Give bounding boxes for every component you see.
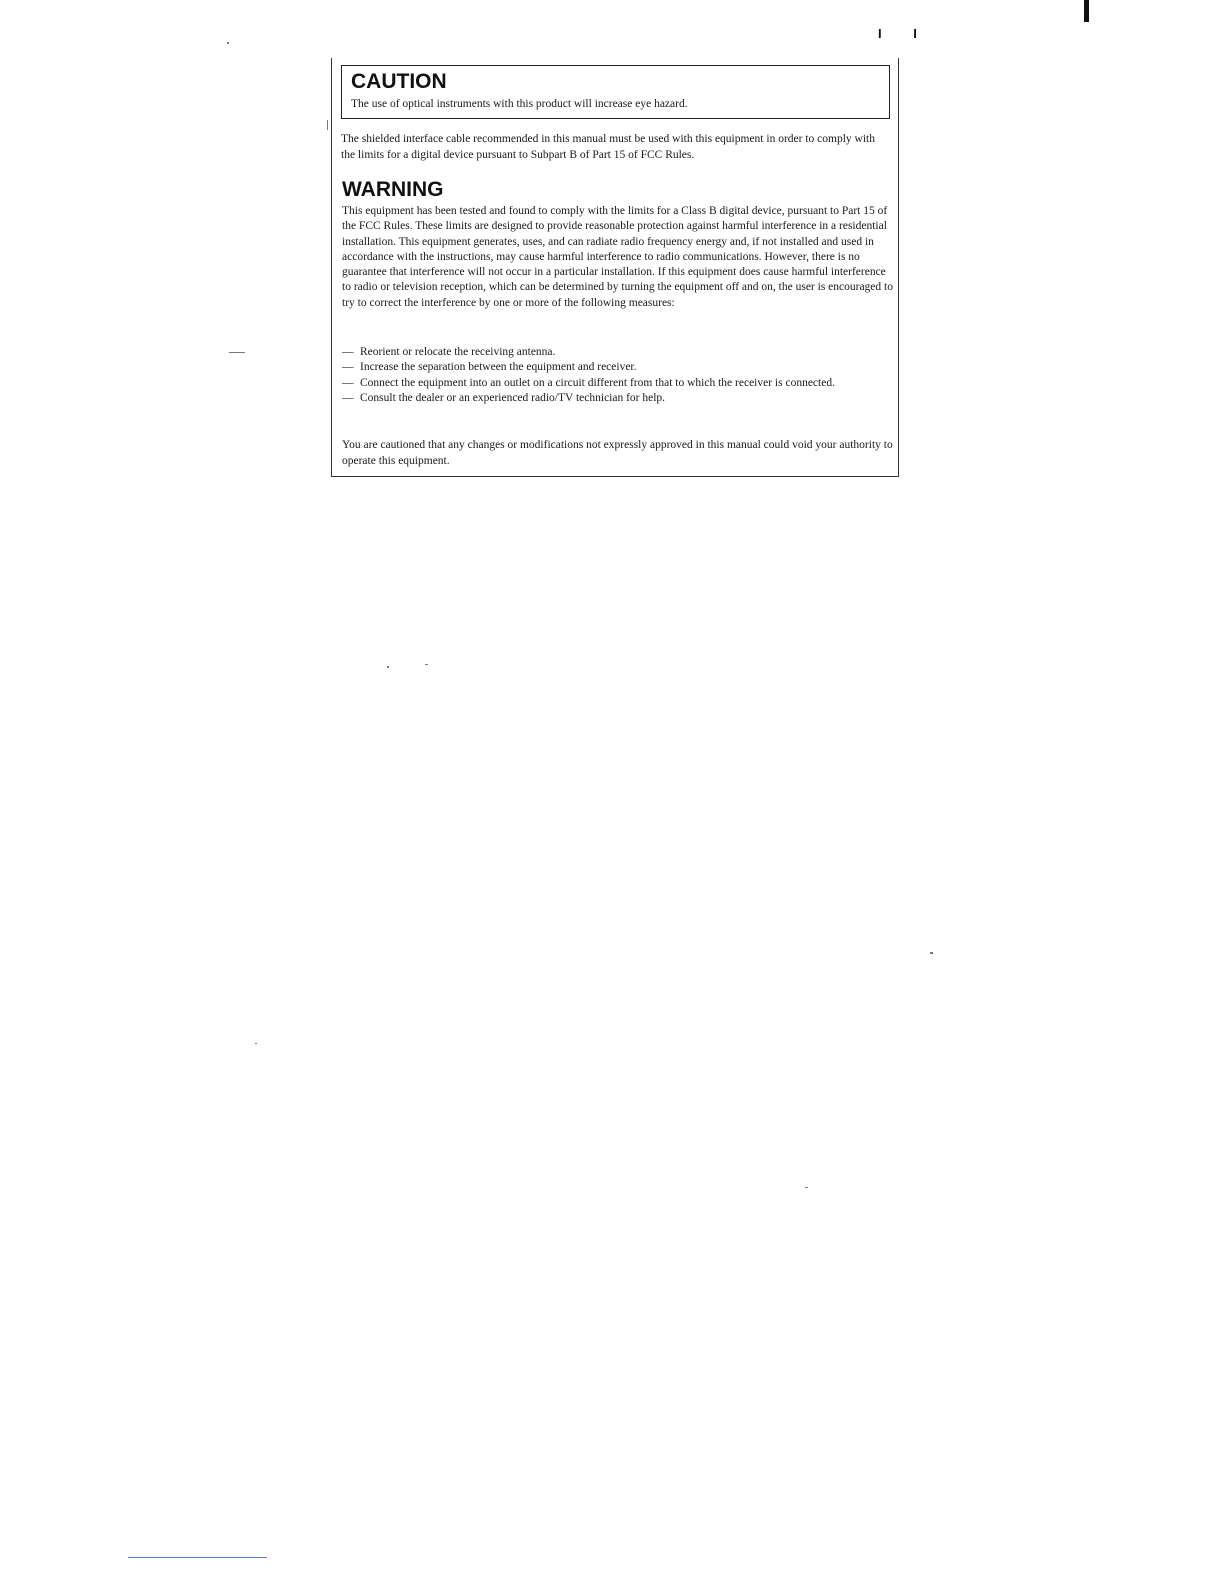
measure-text: Connect the equipment into an outlet on a circuit different from that to which the receiver is connected. <box>360 376 835 389</box>
measure-text: Increase the separation between the equipment and receiver. <box>360 361 637 374</box>
scan-speck <box>327 120 328 130</box>
scan-speck <box>255 1043 257 1044</box>
scan-speck <box>227 42 229 44</box>
measures-list <box>342 345 894 406</box>
list-item <box>342 360 894 375</box>
shielded-cable-notice: The shielded interface cable recommended in this manual must be used with this equipment in order to comply with the limits for a digital device pursuant to Subpart B of Part 15 of FCC Rules. <box>341 133 875 161</box>
modifications-notice: You are cautioned that any changes or modifications not expressly approved in this manual could void your authority to operate this equipment. <box>342 439 893 467</box>
measure-text: Reorient or relocate the receiving antenna. <box>360 346 556 358</box>
bottom-rule <box>128 1557 267 1558</box>
warning-body: This equipment has been tested and found to comply with the limits for a Class B digital device, pursuant to Part 15 of the FCC Rules. These limits are designed to provide reasonable protection against harmful interference in a residential installation. This equipment generates, uses, and can radiate radio frequency energy and, if not installed and used in accordance with the instructions, may cause harmful interference to radio communications. However, there is no guarantee that interference will not occur in a particular installation. If this equipment does cause harmful interference to radio or television reception, which can be determined by turning the equipment off and on, the user is encouraged to try to correct the interference by one or more of the following measures: <box>342 205 893 309</box>
scan-speck <box>425 664 428 665</box>
dash-bullet: — <box>342 391 354 404</box>
dash-bullet: — <box>342 346 354 358</box>
list-item <box>342 391 894 406</box>
list-item <box>342 345 894 360</box>
scan-speck <box>930 952 933 954</box>
scan-speck <box>229 352 245 353</box>
caution-title: CAUTION <box>351 70 447 93</box>
edge-bar-mark <box>1084 0 1089 22</box>
page-marks: I I <box>878 26 931 41</box>
caution-box <box>341 65 890 119</box>
caution-text: The use of optical instruments with this product will increase eye hazard. <box>351 98 688 110</box>
scan-speck <box>805 1187 808 1188</box>
list-item <box>342 376 894 391</box>
scan-speck <box>387 666 389 668</box>
dash-bullet: — <box>342 361 354 374</box>
warning-title: WARNING <box>342 178 444 201</box>
dash-bullet: — <box>342 376 354 389</box>
measure-text: Consult the dealer or an experienced radio/TV technician for help. <box>360 391 666 404</box>
